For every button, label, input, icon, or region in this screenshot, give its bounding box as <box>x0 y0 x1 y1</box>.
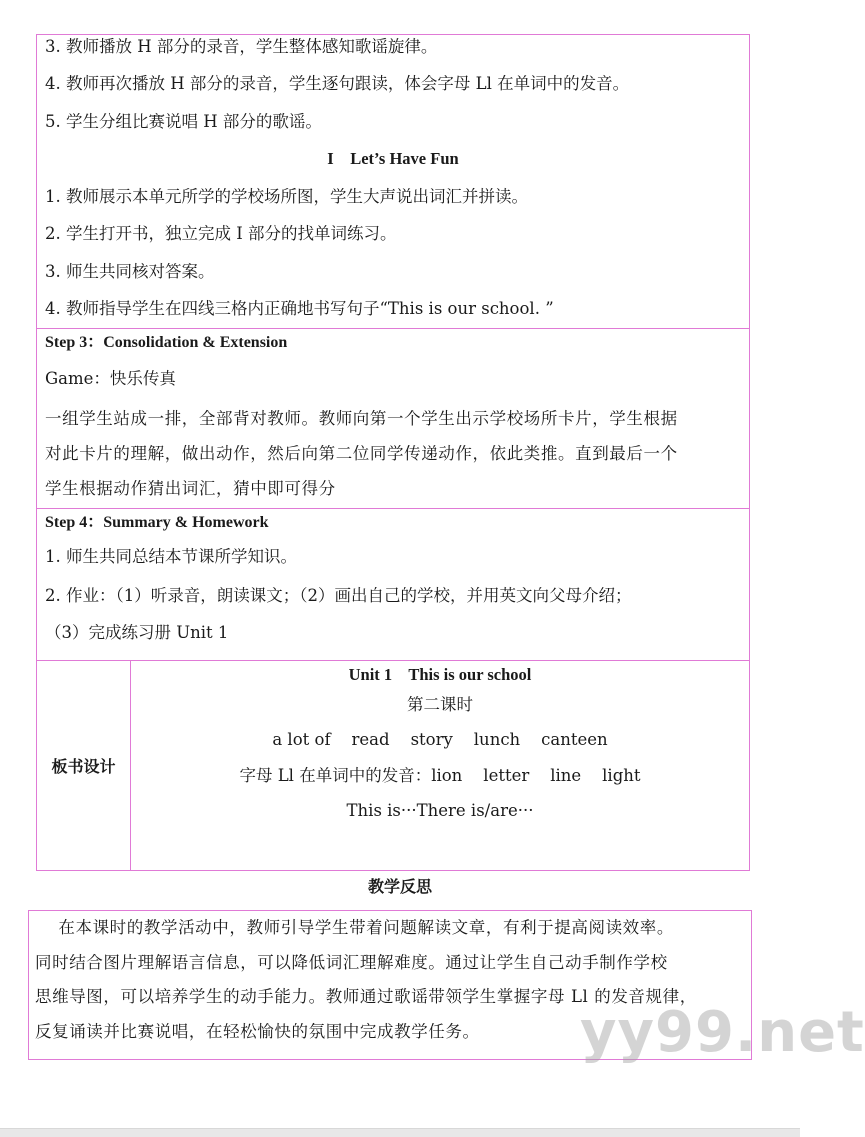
text-line: 2. 学生打开书，独立完成 I 部分的找单词练习。 <box>45 224 397 243</box>
reflection-line: 在本课时的教学活动中，教师引导学生带着问题解读文章，有利于提高阅读效率。 <box>35 918 674 937</box>
step4-section <box>36 509 750 661</box>
section-i-title: I Let’s Have Fun <box>327 149 459 168</box>
board-title: Unit 1 This is our school <box>348 664 532 684</box>
site-watermark: yy99.net <box>580 1000 865 1065</box>
text-line: 3. 教师播放 H 部分的录音，学生整体感知歌谣旋律。 <box>45 37 438 56</box>
text-line: 对此卡片的理解，做出动作，然后向第二位同学传递动作，依此类推。直到最后一个 <box>45 443 678 463</box>
text-line: 3. 师生共同核对答案。 <box>45 261 215 281</box>
text-line: 学生根据动作猜出词汇，猜中即可得分 <box>45 478 336 498</box>
board-design-row <box>36 661 750 871</box>
reflection-line: 思维导图，可以培养学生的动手能力。教师通过歌谣带领学生掌握字母 Ll 的发音规律， <box>35 987 697 1006</box>
reflection-line: 同时结合图片理解语言信息，可以降低词汇理解难度。通过让学生自己动手制作学校 <box>35 952 668 972</box>
text-line: （3）完成练习册 Unit 1 <box>45 623 229 642</box>
lesson-plan-table <box>36 34 750 871</box>
text-line: 1. 教师展示本单元所学的学校场所图，学生大声说出词汇并拼读。 <box>45 186 528 206</box>
text-line: 1. 师生共同总结本节课所学知识。 <box>45 546 297 566</box>
board-design-label: 板书设计 <box>37 661 131 870</box>
board-patterns: This is···There is/are··· <box>346 801 534 820</box>
step3-title: Step 3：Consolidation & Extension <box>45 333 288 351</box>
game-line: Game：快乐传真 <box>45 368 176 388</box>
step3-section <box>36 329 750 509</box>
reflection-line: 反复诵读并比赛说唱，在轻松愉快的氛围中完成教学任务。 <box>35 1021 480 1041</box>
text-line: 5. 学生分组比赛说唱 H 部分的歌谣。 <box>45 111 322 131</box>
board-lesson: 第二课时 <box>407 694 473 714</box>
board-design-content <box>131 661 749 870</box>
board-words: a lot of read story lunch canteen <box>272 730 608 749</box>
text-line: 2. 作业：（1）听录音，朗读课文；（2）画出自己的学校，并用英文向父母介绍； <box>45 585 632 605</box>
board-phonics: 字母 Ll 在单词中的发音：lion letter line light <box>239 765 641 785</box>
step4-title: Step 4：Summary & Homework <box>45 513 269 531</box>
page-bottom-bar <box>0 1128 800 1137</box>
section-h-and-i <box>36 35 750 329</box>
text-line: 一组学生站成一排，全部背对教师。教师向第一个学生出示学校场所卡片，学生根据 <box>45 408 678 428</box>
text-line: 4. 教师指导学生在四线三格内正确地书写句子“This is our school. ” <box>45 299 554 318</box>
reflection-title: 教学反思 <box>367 877 432 896</box>
text-line: 4. 教师再次播放 H 部分的录音，学生逐句跟读，体会字母 Ll 在单词中的发音。 <box>45 74 630 93</box>
